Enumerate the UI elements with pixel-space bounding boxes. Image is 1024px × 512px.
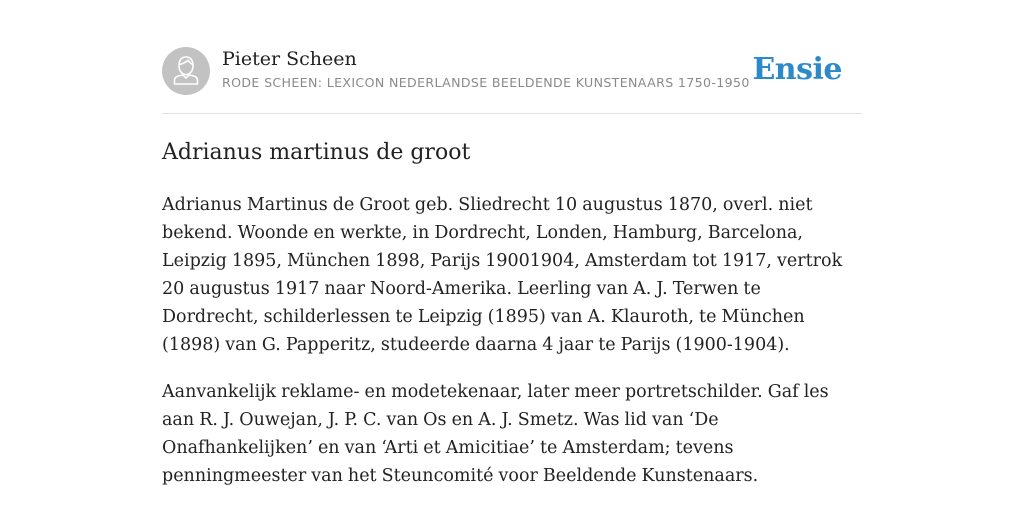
article-paragraph-2: Aanvankelijk reklame- en modetekenaar, later meer portretschilder. Gaf les aan R. J. Ouwejan, J. P. C. van Os en A. J. Smetz. Was lid van ‘De Onafhankelijken’ en van ‘Arti et Amicitiae’ te Amsterdam; tevens penningmeester van het Steuncomité voor Beeldende Kunstenaars.: [162, 382, 829, 486]
article-title: Adrianus martinus de groot: [162, 140, 471, 165]
author-avatar[interactable]: [162, 47, 210, 95]
article-body: [162, 191, 862, 490]
author-name[interactable]: Pieter Scheen: [222, 48, 357, 70]
article-paragraph-1: Adrianus Martinus de Groot geb. Sliedrecht 10 augustus 1870, overl. niet bekend. Woonde en werkte, in Dordrecht, Londen, Hamburg, Barcelona, Leipzig 1895, München 1898, Parijs 19001904, Amsterdam tot 1917, vertrok 20 augustus 1917 naar Noord-Amerika. Leerling van A. J. Terwen te Dordrecht, schilderlessen te Leipzig (1895) van A. Klauroth, te München (1898) van G. Papperitz, studeerde daarna 4 jaar te Parijs (1900-1904).: [162, 195, 843, 355]
article-header: [162, 44, 862, 114]
article-container: [162, 44, 862, 490]
brand-logo[interactable]: Ensie: [752, 52, 842, 87]
user-avatar-icon: [162, 47, 210, 95]
source-label[interactable]: RODE SCHEEN: LEXICON NEDERLANDSE BEELDENDE KUNSTENAARS 1750-1950: [222, 75, 750, 90]
